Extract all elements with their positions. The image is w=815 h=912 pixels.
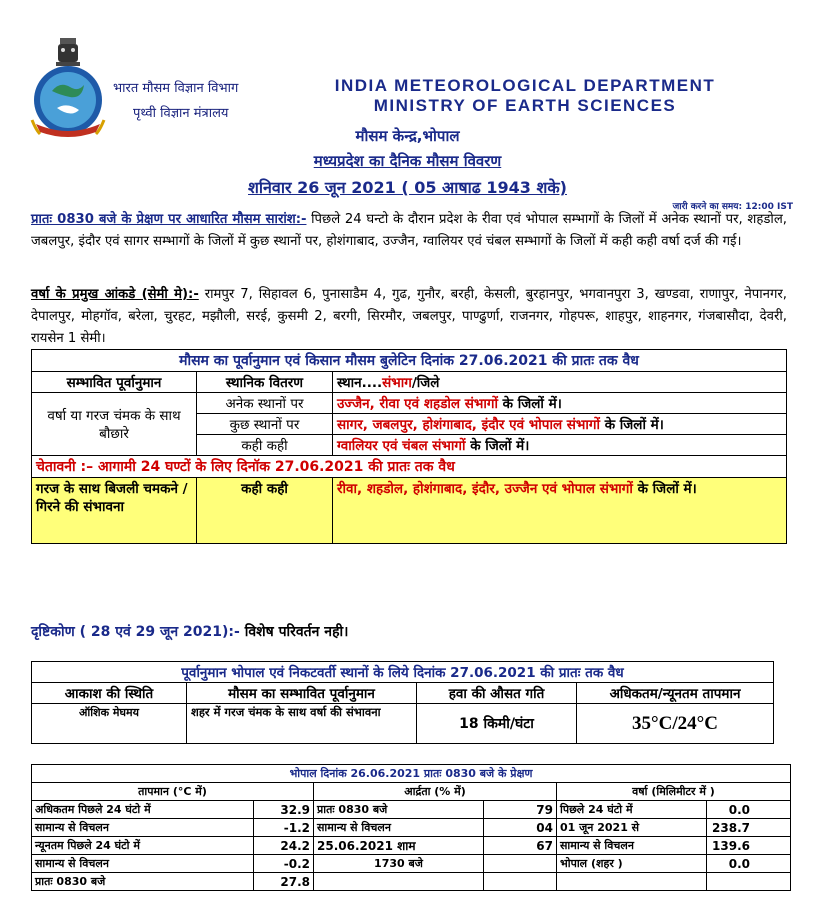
observations-table <box>31 764 791 891</box>
forecast-dist-many: अनेक स्थानों पर <box>197 393 333 414</box>
obs-cell: 01 जून 2021 से <box>557 819 707 837</box>
obs-cell: न्यूनतम पिछले 24 घंटो में <box>32 837 254 855</box>
table-row <box>32 855 791 873</box>
obs-cell: 139.6 <box>707 837 791 855</box>
obs-cell <box>707 873 791 891</box>
forecast-col-places: स्थान....संभाग/जिले <box>333 372 787 393</box>
outlook <box>31 622 348 641</box>
obs-cell: 32.9 <box>254 801 314 819</box>
bhopal-col-weather: मौसम का सम्भावित पूर्वानुमान <box>187 683 417 704</box>
obs-cell: 24.2 <box>254 837 314 855</box>
bhopal-sky: ऑशिक मेघमय <box>32 704 187 744</box>
obs-cell: सामान्य से विचलन <box>557 837 707 855</box>
obs-cell: 27.8 <box>254 873 314 891</box>
obs-col-temperature: तापमान (°C में) <box>32 783 314 801</box>
obs-col-humidity: आर्द्रता (% में) <box>314 783 557 801</box>
forecast-table <box>31 349 787 544</box>
rainfall-heading: वर्षा के प्रमुख आंकडे (सेमी मे):- <box>31 287 199 302</box>
dept-name-hindi: भारत मौसम विज्ञान विभाग <box>113 81 239 96</box>
obs-cell: 0.0 <box>707 801 791 819</box>
obs-cell <box>484 873 557 891</box>
warning-event: गरज के साथ बिजली चमकने / गिरने की संभावना <box>32 478 197 544</box>
observations-title: भोपाल दिनांक 26.06.2021 प्रातः 0830 बजे के प्रेक्षण <box>32 765 791 783</box>
obs-cell: 0.0 <box>707 855 791 873</box>
outlook-text: विशेष परिवर्तन नही। <box>244 624 349 640</box>
forecast-places-some: सागर, जबलपुर, होशंगाबाद, इंदौर एवं भोपाल संभागों के जिलों में। <box>333 414 787 435</box>
obs-cell: सामान्य से विचलन <box>32 819 254 837</box>
ministry-name-hindi: पृथ्वी विज्ञान मंत्रालय <box>133 106 229 121</box>
forecast-title: मौसम का पूर्वानुमान एवं किसान मौसम बुलेटिन दिनांक 27.06.2021 की प्रातः तक वैध <box>32 350 787 372</box>
dept-name-english: INDIA METEOROLOGICAL DEPARTMENT <box>334 76 716 95</box>
table-row <box>32 873 791 891</box>
warning-title: चेतावनी :– आगामी 24 घण्टों के लिए दिनॉक 27.06.2021 की प्रातः तक वैध <box>32 456 787 478</box>
forecast-places-many: उज्जैन, रीवा एवं शहडोल संभागों के जिलों में। <box>333 393 787 414</box>
outlook-label: दृष्टिकोण ( 28 एवं 29 जून 2021):- <box>31 624 240 640</box>
weather-summary <box>31 209 787 253</box>
obs-cell: प्रातः 0830 बजे <box>314 801 484 819</box>
bhopal-temp: 35°C/24°C <box>577 704 774 744</box>
met-center: मौसम केन्द्र,भोपाल <box>355 127 460 145</box>
table-row <box>32 801 791 819</box>
obs-cell: सामान्य से विचलन <box>32 855 254 873</box>
obs-cell: 1730 बजे <box>314 855 484 873</box>
summary-heading: प्रातः 0830 बजे के प्रेक्षण पर आधारित मौसम सारांश:- <box>31 212 307 227</box>
obs-cell: प्रातः 0830 बजे <box>32 873 254 891</box>
obs-col-rainfall: वर्षा (मिलिमीटर में ) <box>557 783 791 801</box>
forecast-dist-few: कही कही <box>197 435 333 456</box>
report-title: मध्यप्रदेश का दैनिक मौसम विवरण <box>313 152 502 170</box>
obs-cell: सामान्य से विचलन <box>314 819 484 837</box>
bhopal-weather: शहर में गरज चंमक के साथ वर्षा की संभावना <box>187 704 417 744</box>
rainfall-figures <box>31 284 787 350</box>
obs-cell: -1.2 <box>254 819 314 837</box>
obs-cell: 25.06.2021 शाम <box>314 837 484 855</box>
bhopal-forecast-title: पूर्वानुमान भोपाल एवं निकटवर्ती स्थानों के लिये दिनांक 27.06.2021 की प्रातः तक वैध <box>32 662 774 683</box>
bhopal-wind: 18 किमी/घंटा <box>417 704 577 744</box>
summary-text: पिछले 24 घन्टो के दौरान प्रदेश के रीवा एवं भोपाल सम्भागों के जिलों में अनेक स्थानों पर, शहडोल, जबलपुर, इंदौर एवं सागर सम्भागों के जिलों में कुछ स्थानों पर, होशंगाबाद, उज्जैन, ग्वालियर एवं चंबल सम्भागों के जिलों में कही कही वर्षा दर्ज की गई। <box>31 212 787 249</box>
bhopal-col-sky: आकाश की स्थिति <box>32 683 187 704</box>
rainfall-text: रामपुर 7, सिहावल 6, पुनासाडैम 4, गुढ, गुनौर, बरही, केसली, बुरहानपुर, भगवानपुरा 3, खण्डवा, राणापुर, नेपानगर, देपालपुर, मोहगॉव, बरेला, चुरहट, मझौली, सरई, कुसमी 2, बरगी, सिरमौर, जबलपुर, पाण्ढुर्णा, राजनगर, गोहपरू, शाहपुर, शाहनगर, गंजबासौदा, देवरी, रायसेन 1 सेमी। <box>31 287 787 346</box>
obs-cell: पिछले 24 घंटो में <box>557 801 707 819</box>
warning-dist: कही कही <box>197 478 333 544</box>
forecast-col-event: सम्भावित पूर्वानुमान <box>32 372 197 393</box>
forecast-event: वर्षा या गरज चंमक के साथ बौछारे <box>32 393 197 456</box>
obs-cell: 67 <box>484 837 557 855</box>
table-row <box>32 819 791 837</box>
table-row <box>32 837 791 855</box>
obs-cell <box>557 873 707 891</box>
bhopal-col-wind: हवा की औसत गति <box>417 683 577 704</box>
report-date: शनिवार 26 जून 2021 ( 05 आषाढ 1943 शके) <box>248 178 567 197</box>
bhopal-col-temp: अधिकतम/न्यूनतम तापमान <box>577 683 774 704</box>
obs-cell: अधिकतम पिछले 24 घंटो में <box>32 801 254 819</box>
ministry-name-english: MINISTRY OF EARTH SCIENCES <box>373 96 677 115</box>
obs-cell: 238.7 <box>707 819 791 837</box>
forecast-col-distribution: स्थानिक वितरण <box>197 372 333 393</box>
obs-cell: 79 <box>484 801 557 819</box>
forecast-places-few: ग्वालियर एवं चंबल संभागों के जिलों में। <box>333 435 787 456</box>
warning-places: रीवा, शहडोल, होशंगाबाद, इंदौर, उज्जैन एवं भोपाल संभागों के जिलों में। <box>333 478 787 544</box>
issue-time: जारी करने का समय: 12:00 IST <box>672 202 793 212</box>
forecast-dist-some: कुछ स्थानों पर <box>197 414 333 435</box>
obs-cell: भोपाल (शहर ) <box>557 855 707 873</box>
bhopal-forecast-table <box>31 661 774 744</box>
obs-cell <box>314 873 484 891</box>
obs-cell: -0.2 <box>254 855 314 873</box>
obs-cell: 04 <box>484 819 557 837</box>
obs-cell <box>484 855 557 873</box>
